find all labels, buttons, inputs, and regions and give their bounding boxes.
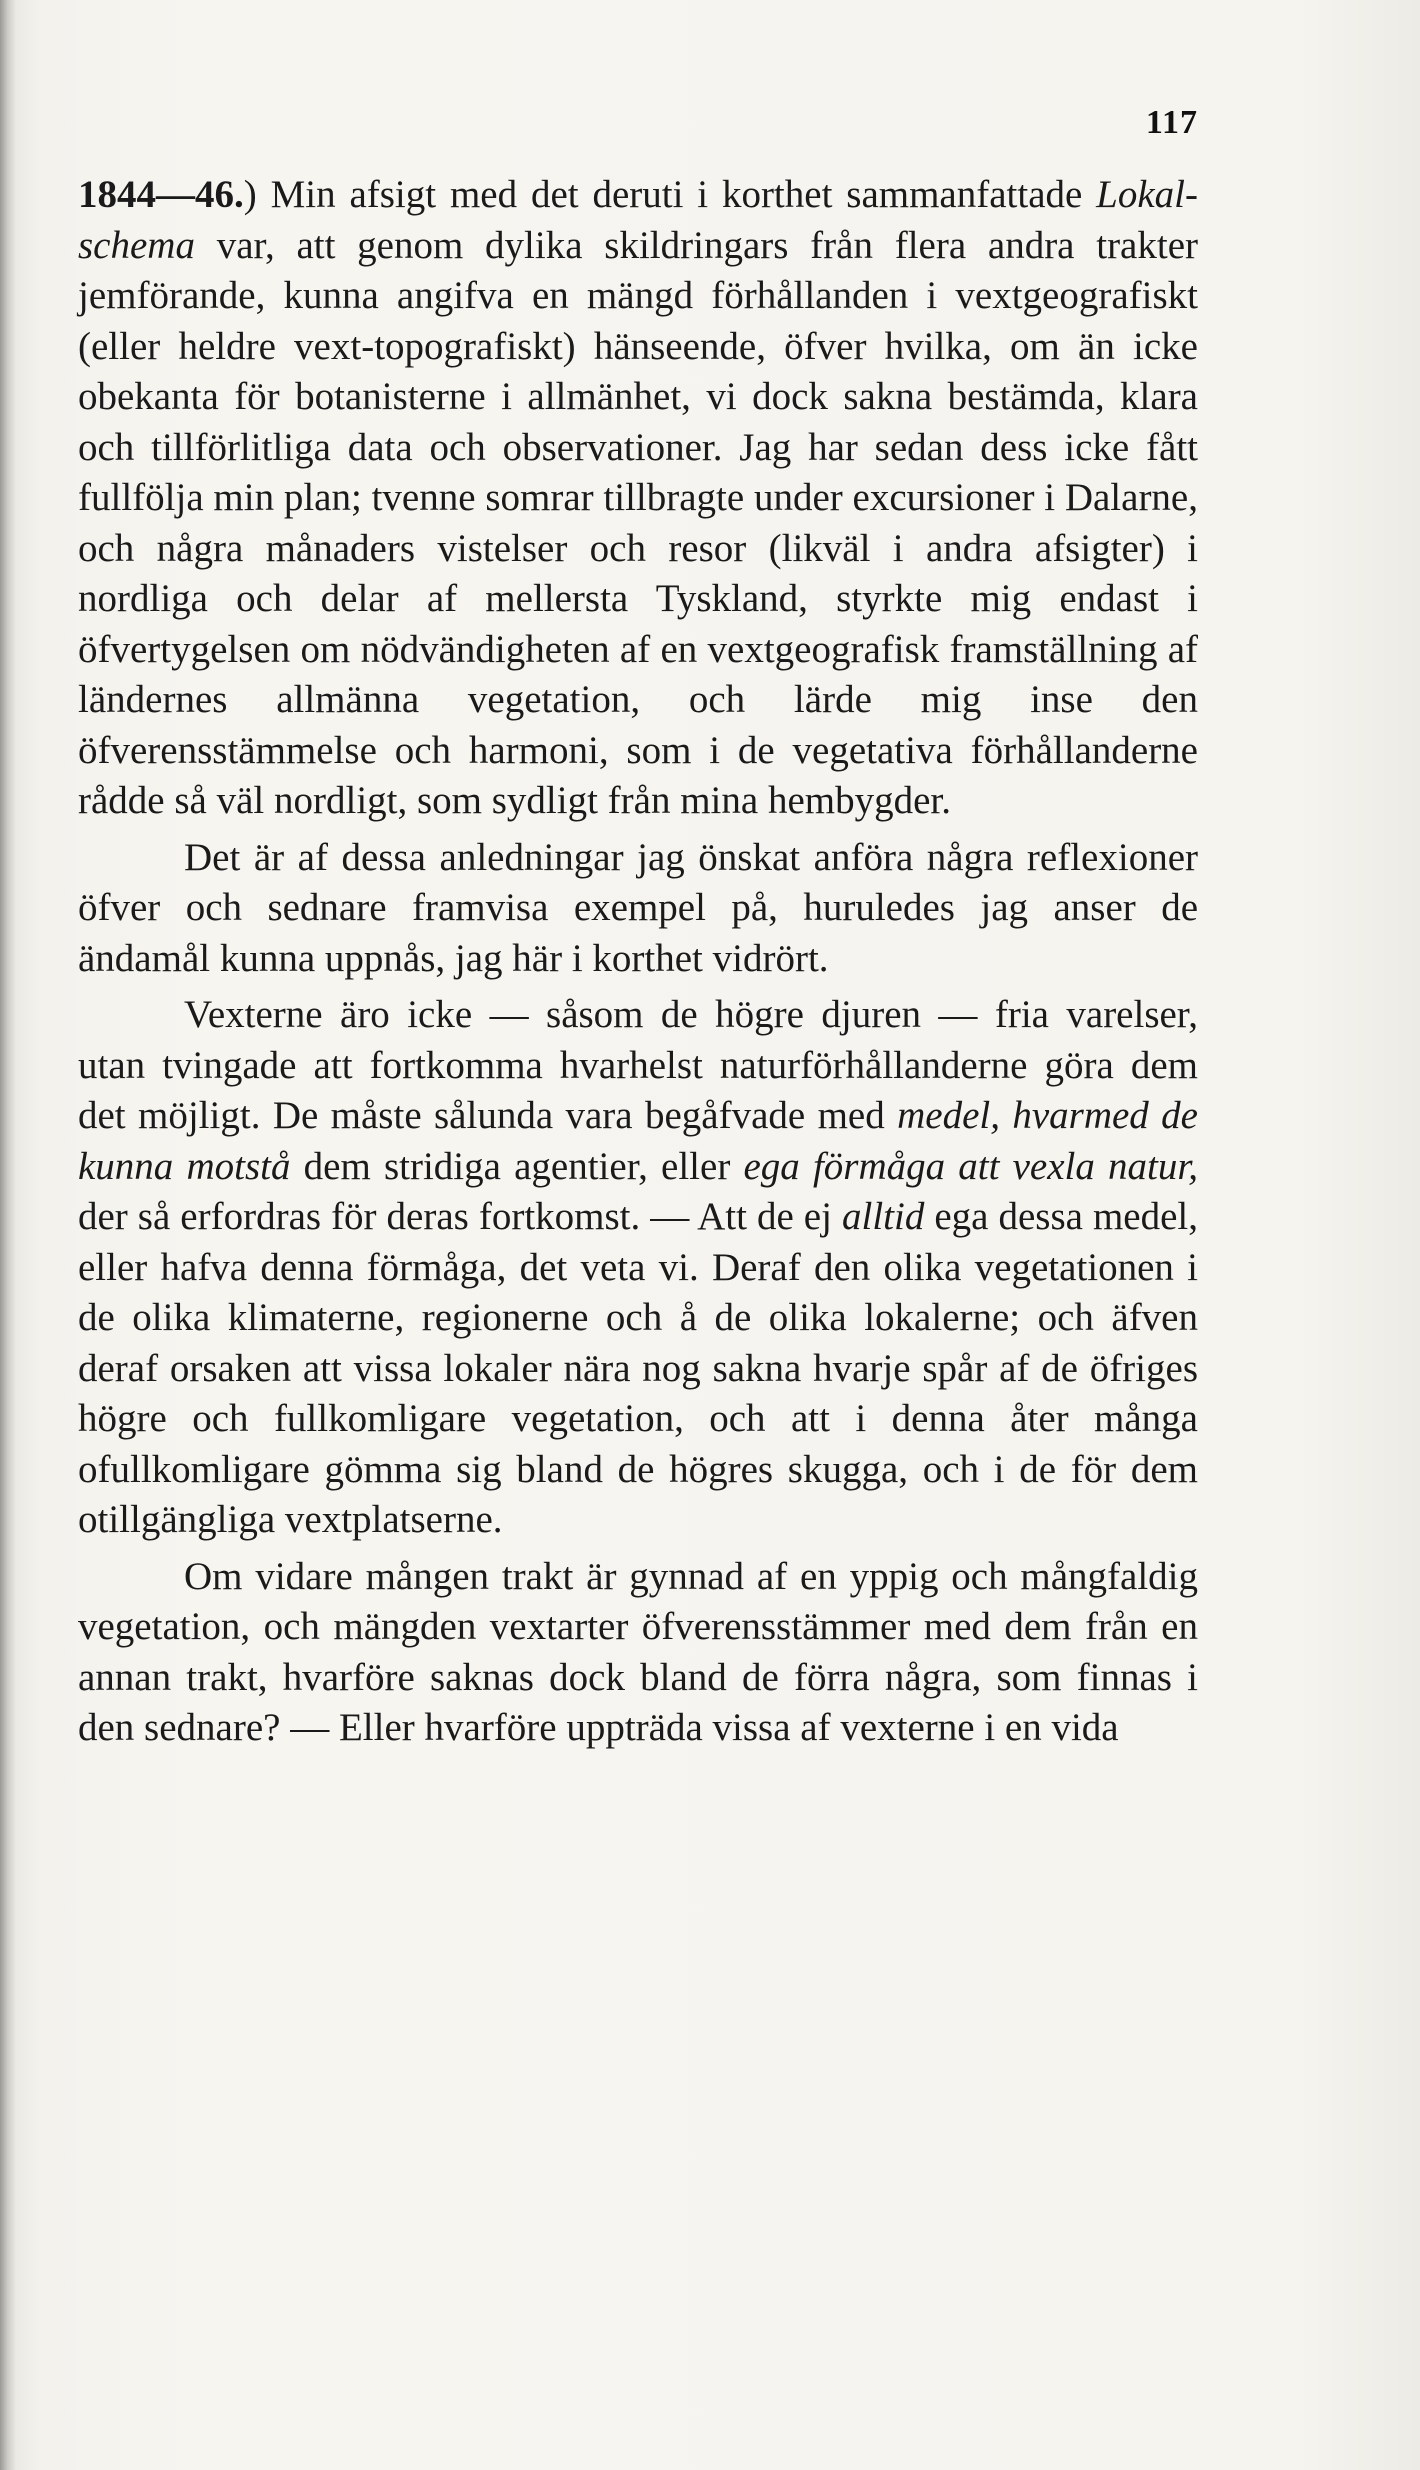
page-number: 117 (1145, 104, 1198, 141)
italic-word-alltid: alltid (841, 1195, 925, 1238)
page-gutter-shadow (0, 0, 16, 2470)
paragraph-1 (78, 170, 1198, 827)
text-run: Vexterne äro icke — såsom de högre djuren — fria varelser, utan tvingade att fortkomma hvarhelst naturförhållanderne göra dem det möjligt. De måste sålunda vara begåfvade med (78, 993, 1198, 1137)
italic-phrase: medel, hvarmed de kunna motstå (78, 1094, 1198, 1188)
italic-phrase: ega förmåga att vexla natur, (743, 1144, 1198, 1188)
text-run: var, att genom dylika skildringars från flera andra trakter jemförande, kunna angifva en mängd förhållanden i vextgeografiskt (eller heldre vext-topografiskt) hänseende, öfver hvilka, om än icke obekanta för botanisterne i allmänhet, vi dock sakna bestämda, klara och tillförlitliga data och observationer. Jag har sedan dess icke fått fullfölja min plan; tvenne somrar tillbragte under excursioner i Dalarne, och några månaders vistelser och resor (likväl i andra afsigter) i nordliga och delar af mellersta Tyskland, styrkte mig endast i öfvertygelsen om nödvändigheten af en vextgeografisk framställning af ländernes allmänna vegetation, och lärde mig inse den öfverensstämmelse och harmoni, som i de vegetativa förhållanderne rådde så väl nordligt, som sydligt från mina hembygder. (78, 223, 1198, 822)
paragraph-4 (78, 1552, 1198, 1754)
text-run: der så erfordras för deras fortkomst. — Att de ej (78, 1195, 842, 1238)
year-range: 1844—46. (78, 173, 244, 216)
body-text (78, 170, 1198, 1754)
text-run: ) Min afsigt med det deruti i korthet sammanfattade (243, 173, 1097, 216)
text-run: ega dessa medel, eller hafva denna förmåga, det veta vi. Deraf den olika vegetationen i de olika klimaterne, regionerne och å de olika lokalerne; och äfven deraf orsaken att vissa lokaler nära nog sakna hvarje spår af de öfriges högre och fullkomligare vegetation, och att i denna åter många ofullkomligare gömma sig bland de högres skugga, och i de för dem otillgängliga vextplatserne. (78, 1195, 1199, 1541)
text-run: dem stridiga agentier, eller (290, 1144, 744, 1188)
paragraph-2 (78, 833, 1198, 985)
text-run: Om vidare mången trakt är gynnad af en yppig och mångfaldig vegetation, och mängden vextarter öfverensstämmer med dem från en annan trakt, hvarföre saknas dock bland de förra några, som finnas i den sednare? — Eller hvarföre uppträda vissa af vexterne i en vida (78, 1554, 1198, 1749)
paragraph-3 (78, 990, 1198, 1546)
text-run: Det är af dessa anledningar jag önskat anföra några reflexioner öfver och sednare framvisa exempel på, huruledes jag anser de ändamål kunna uppnås, jag här i korthet vidrört. (78, 835, 1198, 980)
italic-term-lokal-schema: Lokal-schema (78, 173, 1198, 267)
